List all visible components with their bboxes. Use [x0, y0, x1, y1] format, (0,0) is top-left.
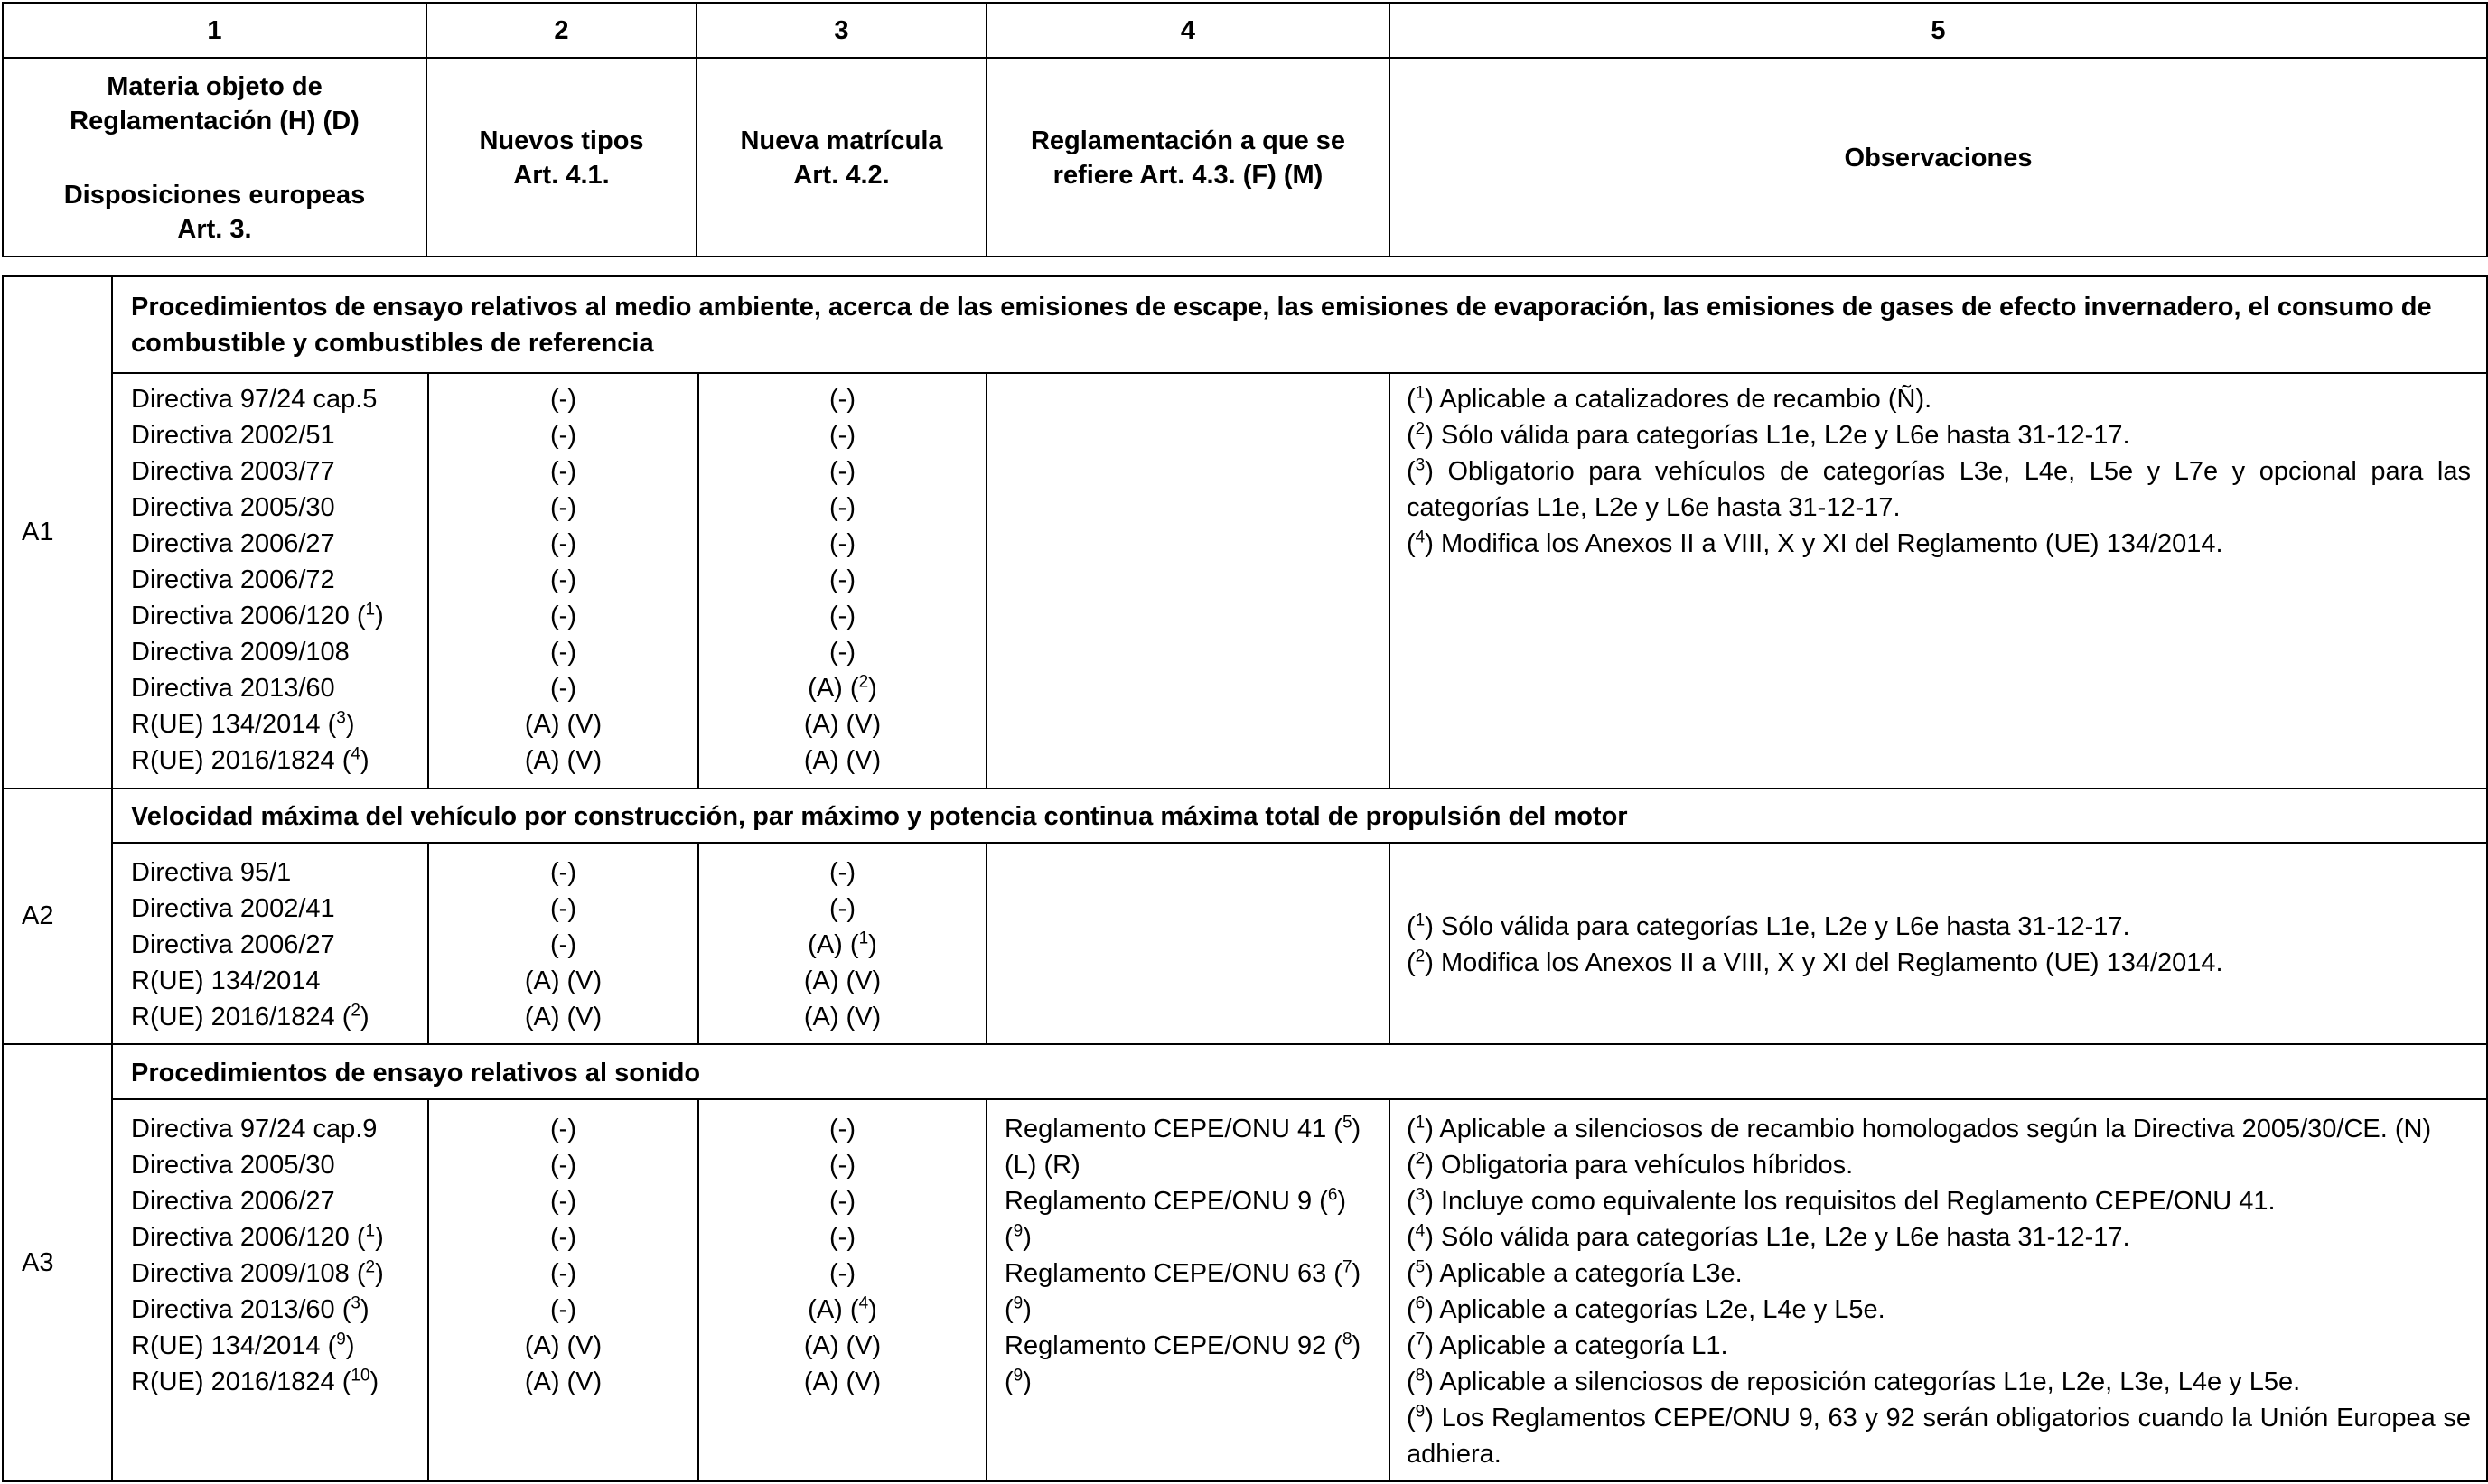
cell-text: (A) — [808, 1295, 843, 1324]
table-cell-line — [131, 453, 425, 490]
cell-text: (-) — [550, 1151, 576, 1180]
table-cell-line — [699, 417, 986, 453]
section-code: A1 — [22, 518, 54, 546]
table-cell-line — [429, 1111, 697, 1147]
table-cell-line — [699, 1219, 986, 1255]
cell-text: (-) — [829, 1223, 856, 1252]
divider — [2, 57, 2488, 59]
table-cell-line — [699, 742, 986, 779]
footnote-ref: 9 — [1013, 1221, 1024, 1241]
table-cell-line: (A) ($^4$) — [808, 1293, 877, 1324]
cell-text: (-) — [550, 1295, 576, 1324]
footnote-ref: 4 — [858, 1293, 869, 1313]
cell-text: (-) — [550, 529, 576, 558]
divider — [1389, 372, 1390, 789]
divider — [986, 1098, 987, 1482]
table-cell-line — [429, 1183, 697, 1219]
cell-text: (A) (V) — [803, 1331, 882, 1360]
reglamento-note — [1005, 1147, 1384, 1183]
observacion-item: ($^3$) Incluye como equivalente los requisitos del Reglamento CEPE/ONU 41. — [1407, 1185, 2276, 1216]
footnote-ref: 1 — [858, 929, 869, 948]
footnote-ref: 10 — [351, 1366, 370, 1386]
cell-text: (A) (V) — [803, 1003, 882, 1031]
table-cell-line — [699, 562, 986, 598]
cell-text: Directiva 2006/27 — [131, 529, 335, 558]
table-cell-line — [429, 562, 697, 598]
footnote-number: 7 — [1415, 1330, 1426, 1349]
footnote-ref: 7 — [1342, 1257, 1352, 1277]
reglamento-line: Reglamento CEPE/ONU 9 ($^6$) — [1005, 1185, 1347, 1216]
footnote-ref: 9 — [1013, 1366, 1024, 1386]
reglamento-line: Reglamento CEPE/ONU 63 ($^7$) — [1005, 1257, 1361, 1288]
divider — [2, 275, 2488, 277]
footnote-number: 4 — [1415, 1221, 1426, 1241]
reglamento-note-text: (L) (R) — [1005, 1151, 1080, 1180]
table-cell-line — [429, 742, 697, 779]
cell-text: (A) (V) — [524, 710, 603, 739]
cell-text: (-) — [829, 1151, 856, 1180]
table-cell-line: Directiva 2006/120 ($^1$) — [131, 1221, 384, 1252]
table-cell-line — [429, 381, 697, 417]
footnote-ref: 9 — [1013, 1293, 1024, 1313]
cell-text: Directiva 2006/120 — [131, 602, 350, 630]
table-cell-line — [699, 634, 986, 670]
table-cell-line: R(UE) 134/2014 ($^9$) — [131, 1330, 355, 1360]
table-cell-line — [699, 526, 986, 562]
reglamentacion-list — [1005, 1111, 1384, 1400]
cell-text: Directiva 2002/41 — [131, 894, 335, 923]
divider — [113, 1098, 2488, 1100]
cell-text: (-) — [829, 638, 856, 667]
table-cell-line — [699, 963, 986, 999]
cell-text: Directiva 2009/108 — [131, 638, 350, 667]
cell-text: (-) — [550, 1187, 576, 1216]
reglamento-note: ($^9$) — [1005, 1293, 1032, 1324]
table-cell-line: R(UE) 2016/1824 ($^2$) — [131, 1001, 369, 1031]
observacion-text: Modifica los Anexos II a VIII, X y XI del Reglamento (UE) 134/2014. — [1440, 529, 2223, 558]
column-header-reglamentacion: Reglamentación a que se refiere Art. 4.3. (F) (M) — [1030, 126, 1346, 190]
reglamento-line: Reglamento CEPE/ONU 41 ($^5$) — [1005, 1113, 1361, 1143]
cell-text: (A) — [808, 930, 843, 959]
table-cell-line — [429, 1292, 697, 1328]
cell-text: (-) — [829, 858, 856, 887]
table-cell-line — [131, 526, 425, 562]
cell-text: (A) (V) — [803, 966, 882, 995]
cell-text: Directiva 2009/108 — [131, 1259, 350, 1288]
table-cell-line — [429, 1364, 697, 1400]
cell-text: (-) — [829, 894, 856, 923]
observacion-text: Obligatoria para vehículos híbridos. — [1440, 1151, 1854, 1180]
cell-text: (A) (V) — [524, 966, 603, 995]
footnote-number: 5 — [1415, 1257, 1426, 1277]
observacion-item: ($^6$) Aplicable a categorías L2e, L4e y L5e. — [1407, 1293, 1885, 1324]
table-cell-line — [429, 598, 697, 634]
footnote-number: 9 — [1415, 1402, 1426, 1422]
divider — [2, 1043, 2488, 1045]
footnote-number: 3 — [1415, 1185, 1426, 1205]
disposiciones-list — [131, 381, 425, 779]
section-code: A2 — [22, 901, 54, 930]
cell-text: Directiva 2013/60 — [131, 674, 335, 703]
footnote-ref: 5 — [1342, 1113, 1352, 1133]
section-title: Procedimientos de ensayo relativos al sonido — [131, 1059, 701, 1087]
cell-text: (-) — [550, 1115, 576, 1143]
observacion-text: Aplicable a categorías L2e, L4e y L5e. — [1439, 1295, 1885, 1324]
table-cell-line — [699, 490, 986, 526]
footnote-number: 6 — [1415, 1293, 1426, 1313]
column-header-disposiciones: Disposiciones europeas Art. 3. — [63, 181, 366, 244]
column-header-materia: Materia objeto de Reglamentación (H) (D) — [70, 72, 360, 135]
reglamento-note: ($^9$) — [1005, 1366, 1032, 1396]
column-header-nuevos-tipos: Nuevos tipos Art. 4.1. — [479, 126, 644, 190]
divider — [113, 372, 2488, 374]
table-cell-line — [429, 1328, 697, 1364]
table-cell-line — [699, 854, 986, 891]
disposiciones-list — [131, 854, 425, 1035]
reglamento-line: Reglamento CEPE/ONU 92 ($^8$) — [1005, 1330, 1361, 1360]
nueva-matricula-list — [699, 381, 986, 779]
table-cell-line — [429, 670, 697, 706]
observacion-text: Modifica los Anexos II a VIII, X y XI del Reglamento (UE) 134/2014. — [1440, 948, 2223, 977]
footnote-number: 2 — [1415, 419, 1426, 439]
table-cell-line — [429, 1219, 697, 1255]
observacion-item: ($^1$) Aplicable a catalizadores de recambio (Ñ). — [1407, 383, 1932, 414]
observacion-text: Aplicable a categoría L1. — [1439, 1331, 1728, 1360]
table-cell-line — [429, 854, 697, 891]
divider — [2, 788, 2488, 789]
cell-text: (A) (V) — [524, 746, 603, 775]
table-cell-line: Directiva 2006/120 ($^1$) — [131, 600, 384, 630]
cell-text: Directiva 2005/30 — [131, 493, 335, 522]
cell-text: (-) — [550, 858, 576, 887]
cell-text: R(UE) 134/2014 — [131, 1331, 321, 1360]
table-cell-line — [429, 999, 697, 1035]
cell-text: (-) — [550, 674, 576, 703]
table-cell-line — [131, 381, 425, 417]
cell-text: R(UE) 134/2014 — [131, 966, 321, 995]
observaciones-list — [1407, 909, 2471, 981]
footnote-number: 2 — [1415, 947, 1426, 966]
footnote-ref: 2 — [351, 1001, 360, 1021]
observacion-item: ($^7$) Aplicable a categoría L1. — [1407, 1330, 1728, 1360]
observacion-item: ($^4$) Modifica los Anexos II a VIII, X y XI del Reglamento (UE) 134/2014. — [1407, 527, 2223, 558]
section-code: A3 — [22, 1247, 54, 1277]
table-cell-line — [699, 999, 986, 1035]
column-number: 4 — [1180, 15, 1196, 45]
cell-text: (-) — [829, 529, 856, 558]
table-cell-line: Directiva 2013/60 ($^3$) — [131, 1293, 369, 1324]
cell-text: (A) (V) — [803, 1367, 882, 1396]
cell-text: (A) (V) — [803, 710, 882, 739]
cell-text: (-) — [550, 565, 576, 594]
reglamento-name: Reglamento CEPE/ONU 92 — [1005, 1331, 1327, 1360]
divider — [986, 842, 987, 1045]
table-cell-line — [699, 1328, 986, 1364]
cell-text: (-) — [829, 421, 856, 450]
table-cell-line — [699, 381, 986, 417]
table-cell-line — [429, 526, 697, 562]
observacion-text: Sólo válida para categorías L1e, L2e y L6e hasta 31-12-17. — [1440, 1223, 2130, 1252]
observacion-text: Aplicable a categoría L3e. — [1439, 1259, 1743, 1288]
table-cell-line — [429, 490, 697, 526]
table-cell-line — [131, 1183, 425, 1219]
footnote-ref: 4 — [351, 744, 360, 764]
cell-text: (-) — [829, 493, 856, 522]
footnote-ref: 3 — [336, 708, 346, 728]
cell-text: (-) — [550, 421, 576, 450]
footnote-ref: 8 — [1342, 1330, 1352, 1349]
cell-text: (-) — [829, 385, 856, 414]
cell-text: Directiva 2006/72 — [131, 565, 335, 594]
divider — [986, 372, 987, 789]
table-cell-line — [131, 562, 425, 598]
cell-text: (-) — [829, 1187, 856, 1216]
cell-text: (-) — [550, 930, 576, 959]
observacion-item: ($^5$) Aplicable a categoría L3e. — [1407, 1257, 1743, 1288]
cell-text: Directiva 2006/120 — [131, 1223, 350, 1252]
cell-text: (-) — [829, 565, 856, 594]
cell-text: (-) — [829, 602, 856, 630]
footnote-ref: 1 — [365, 1221, 376, 1241]
observacion-text: Incluye como equivalente los requisitos del Reglamento CEPE/ONU 41. — [1440, 1187, 2276, 1216]
cell-text: R(UE) 2016/1824 — [131, 746, 335, 775]
table-cell-line — [699, 1147, 986, 1183]
divider — [2, 256, 2488, 257]
divider — [2, 275, 4, 1482]
footnote-number: 3 — [1415, 455, 1426, 475]
footnote-number: 1 — [1415, 383, 1426, 403]
table-cell-line — [429, 453, 697, 490]
nuevos-tipos-list — [429, 381, 697, 779]
table-cell-line — [699, 1364, 986, 1400]
table-cell-line — [429, 927, 697, 963]
observacion-text: Aplicable a catalizadores de recambio (Ñ). — [1439, 385, 1932, 414]
footnote-ref: 9 — [336, 1330, 346, 1349]
column-header-observaciones: Observaciones — [1844, 144, 2033, 173]
table-cell-line — [131, 963, 425, 999]
cell-text: Directiva 2005/30 — [131, 1151, 335, 1180]
cell-text: Directiva 2013/60 — [131, 1295, 335, 1324]
cell-text: (A) (V) — [524, 1003, 603, 1031]
section-title: Procedimientos de ensayo relativos al medio ambiente, acerca de las emisiones de escape, las emisiones de evaporación, las emisiones de gases de efecto invernadero, el consumo de combustible y combustibles de referencia — [131, 293, 2432, 358]
table-cell-line: (A) ($^1$) — [808, 929, 877, 959]
observacion-item: ($^2$) Obligatoria para vehículos híbridos. — [1407, 1149, 1854, 1180]
reglamento-name: Reglamento CEPE/ONU 63 — [1005, 1259, 1327, 1288]
cell-text: Directiva 97/24 cap.5 — [131, 385, 378, 414]
nueva-matricula-list — [699, 854, 986, 1035]
footnote-ref: 6 — [1327, 1185, 1338, 1205]
footnote-number: 8 — [1415, 1366, 1426, 1386]
column-header-nueva-matricula: Nueva matrícula Art. 4.2. — [740, 126, 943, 190]
table-cell-line — [131, 1111, 425, 1147]
column-number: 2 — [554, 15, 569, 45]
table-cell-line: (A) ($^2$) — [808, 672, 877, 703]
divider — [2, 1480, 2488, 1482]
observacion-item: ($^3$) Obligatorio para vehículos de categorías L3e, L4e, L5e y L7e y opcional para las categorías L1e, L2e y L6e hasta 31-12-17. — [1407, 455, 2471, 522]
reglamento-name: Reglamento CEPE/ONU 41 — [1005, 1115, 1327, 1143]
divider — [113, 842, 2488, 844]
cell-text: (A) (V) — [803, 746, 882, 775]
table-cell-line — [429, 634, 697, 670]
column-number: 1 — [207, 15, 222, 45]
observacion-text: Aplicable a silenciosos de reposición categorías L1e, L2e, L3e, L4e y L5e. — [1439, 1367, 2301, 1396]
cell-text: Directiva 97/24 cap.9 — [131, 1115, 378, 1143]
disposiciones-list — [131, 1111, 425, 1400]
footnote-ref: 2 — [365, 1257, 376, 1277]
table-cell-line — [131, 927, 425, 963]
table-cell-line — [699, 1111, 986, 1147]
observacion-item: ($^8$) Aplicable a silenciosos de reposición categorías L1e, L2e, L3e, L4e y L5e. — [1407, 1366, 2301, 1396]
divider — [111, 275, 113, 1482]
table-cell-line: R(UE) 134/2014 ($^3$) — [131, 708, 355, 739]
footnote-number: 2 — [1415, 1149, 1426, 1169]
cell-text: (-) — [829, 1115, 856, 1143]
table-cell-line — [699, 891, 986, 927]
table-cell-line: R(UE) 2016/1824 ($^4$) — [131, 744, 369, 775]
table-cell-line — [699, 598, 986, 634]
section-title: Velocidad máxima del vehículo por construcción, par máximo y potencia continua máxima total de propulsión del motor — [131, 802, 1628, 831]
divider — [1389, 842, 1390, 1045]
cell-text: (A) (V) — [524, 1331, 603, 1360]
table-cell-line — [429, 1147, 697, 1183]
observacion-text: Sólo válida para categorías L1e, L2e y L6e hasta 31-12-17. — [1440, 421, 2130, 450]
table-cell-line: R(UE) 2016/1824 ($^{10}$) — [131, 1366, 379, 1396]
cell-text: (A) (V) — [524, 1367, 603, 1396]
table-cell-line — [131, 634, 425, 670]
cell-text: R(UE) 134/2014 — [131, 710, 321, 739]
observacion-text: Obligatorio para vehículos de categorías L3e, L4e, L5e y L7e y opcional para las categorías L1e, L2e y L6e hasta 31-12-17. — [1407, 457, 2471, 522]
cell-text: (-) — [550, 602, 576, 630]
nuevos-tipos-list — [429, 854, 697, 1035]
column-number: 5 — [1931, 15, 1946, 45]
table-cell-line — [131, 1147, 425, 1183]
table-cell-line — [429, 1255, 697, 1292]
table-cell-line — [429, 891, 697, 927]
footnote-ref: 1 — [365, 600, 376, 620]
cell-text: Directiva 2006/27 — [131, 1187, 335, 1216]
table-cell-line — [131, 854, 425, 891]
observacion-text: Los Reglamentos CEPE/ONU 9, 63 y 92 serán obligatorios cuando la Unión Europea se adhiera. — [1407, 1404, 2472, 1469]
cell-text: (-) — [829, 1259, 856, 1288]
table-cell-line — [699, 706, 986, 742]
observaciones-list — [1407, 1111, 2471, 1472]
table-cell-line — [429, 963, 697, 999]
table-cell-line — [429, 417, 697, 453]
table-cell-line — [699, 1183, 986, 1219]
reglamento-name: Reglamento CEPE/ONU 9 — [1005, 1187, 1313, 1216]
footnote-ref: 2 — [858, 672, 869, 692]
observacion-item: ($^9$) Los Reglamentos CEPE/ONU 9, 63 y 92 serán obligatorios cuando la Unión Europea se adhiera. — [1407, 1402, 2472, 1469]
cell-text: (-) — [550, 385, 576, 414]
observacion-text: Sólo válida para categorías L1e, L2e y L6e hasta 31-12-17. — [1440, 912, 2130, 941]
cell-text: R(UE) 2016/1824 — [131, 1003, 335, 1031]
cell-text: Directiva 2002/51 — [131, 421, 335, 450]
observacion-item: ($^4$) Sólo válida para categorías L1e, L2e y L6e hasta 31-12-17. — [1407, 1221, 2130, 1252]
footnote-number: 1 — [1415, 1113, 1426, 1133]
cell-text: (-) — [550, 1259, 576, 1288]
cell-text: (-) — [829, 457, 856, 486]
cell-text: R(UE) 2016/1824 — [131, 1367, 335, 1396]
cell-text: (A) — [808, 674, 843, 703]
divider — [1389, 1098, 1390, 1482]
column-number: 3 — [834, 15, 849, 45]
table-cell-line — [699, 453, 986, 490]
table-cell-line — [699, 1255, 986, 1292]
observacion-item: ($^1$) Aplicable a silenciosos de recambio homologados según la Directiva 2005/30/CE. (N) — [1407, 1113, 2432, 1143]
nuevos-tipos-list — [429, 1111, 697, 1400]
footnote-ref: 3 — [351, 1293, 360, 1313]
cell-text: (-) — [550, 493, 576, 522]
footnote-number: 4 — [1415, 527, 1426, 547]
observacion-item: ($^2$) Modifica los Anexos II a VIII, X y XI del Reglamento (UE) 134/2014. — [1407, 947, 2223, 977]
observacion-item: ($^2$) Sólo válida para categorías L1e, L2e y L6e hasta 31-12-17. — [1407, 419, 2130, 450]
footnote-number: 1 — [1415, 910, 1426, 930]
cell-text: (-) — [550, 457, 576, 486]
cell-text: Directiva 2006/27 — [131, 930, 335, 959]
table-cell-line — [131, 490, 425, 526]
reglamento-note: ($^9$) — [1005, 1221, 1032, 1252]
cell-text: Directiva 95/1 — [131, 858, 292, 887]
table-cell-line — [131, 417, 425, 453]
observacion-item: ($^1$) Sólo válida para categorías L1e, L2e y L6e hasta 31-12-17. — [1407, 910, 2130, 941]
table-cell-line: Directiva 2009/108 ($^2$) — [131, 1257, 384, 1288]
cell-text: Directiva 2003/77 — [131, 457, 335, 486]
observaciones-list — [1407, 381, 2471, 562]
nueva-matricula-list — [699, 1111, 986, 1400]
cell-text: (-) — [550, 638, 576, 667]
cell-text: (-) — [550, 1223, 576, 1252]
observacion-text: Aplicable a silenciosos de recambio homologados según la Directiva 2005/30/CE. (N) — [1439, 1115, 2432, 1143]
table-cell-line — [429, 706, 697, 742]
cell-text: (-) — [550, 894, 576, 923]
table-cell-line — [131, 670, 425, 706]
table-cell-line — [131, 891, 425, 927]
